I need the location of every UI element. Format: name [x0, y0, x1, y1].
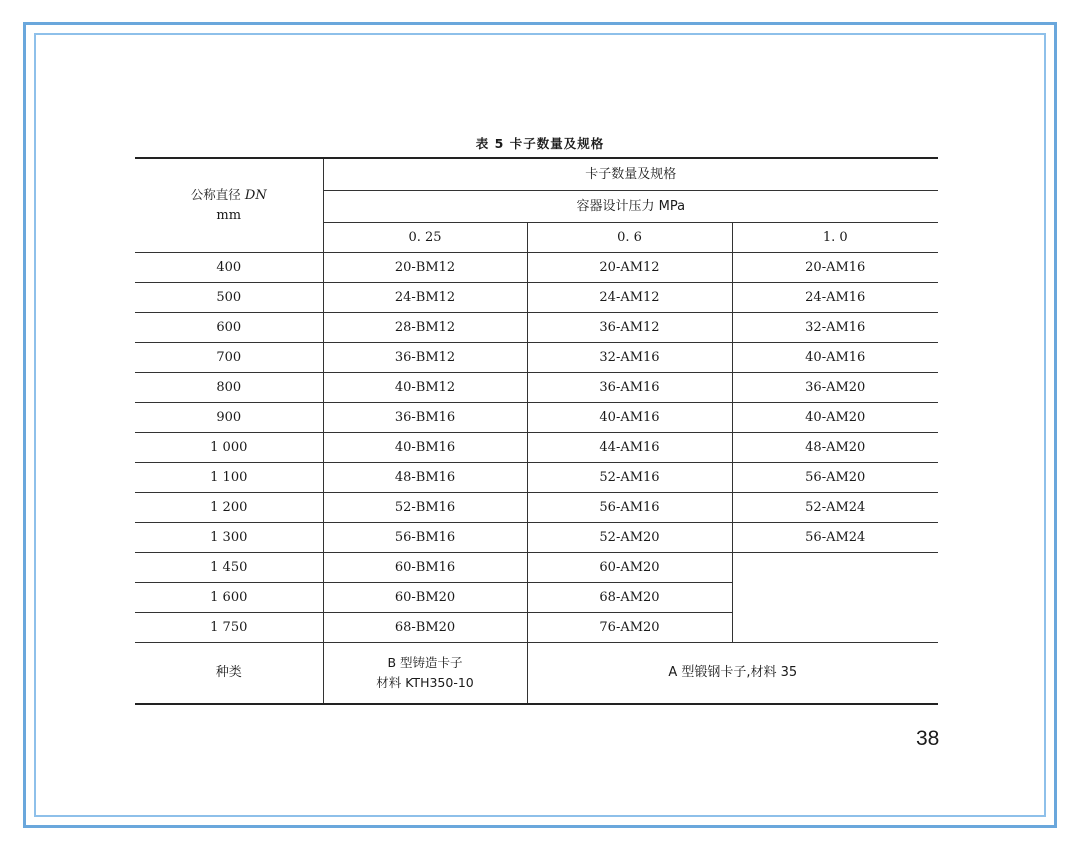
cell-p025: 36-BM16: [323, 402, 527, 432]
group-header: 卡子数量及规格: [323, 158, 938, 190]
table-row: [135, 552, 938, 582]
table-row: [135, 312, 938, 342]
dn-header-cell: [135, 158, 323, 252]
cell-p10: 20-AM16: [732, 252, 938, 282]
pressure-col-header: 1. 0: [732, 222, 938, 252]
cell-p06: 24-AM12: [527, 282, 732, 312]
cell-p06: 68-AM20: [527, 582, 732, 612]
table-row: [135, 252, 938, 282]
dn-cell: 700: [135, 342, 323, 372]
b-type-cell: [323, 642, 527, 704]
cell-p10: 32-AM16: [732, 312, 938, 342]
dn-cell: 800: [135, 372, 323, 402]
table-row: [135, 372, 938, 402]
table-row: [135, 282, 938, 312]
table-row: [135, 402, 938, 432]
dn-cell: 1 100: [135, 462, 323, 492]
cell-p025: 68-BM20: [323, 612, 527, 642]
dn-cell: 1 750: [135, 612, 323, 642]
cell-p025: 60-BM16: [323, 552, 527, 582]
table-row: [135, 492, 938, 522]
dn-cell: 400: [135, 252, 323, 282]
cell-p06: 32-AM16: [527, 342, 732, 372]
cell-p025: 52-BM16: [323, 492, 527, 522]
pressure-header: 容器设计压力 MPa: [323, 190, 938, 222]
cell-p06: 20-AM12: [527, 252, 732, 282]
cell-p06: 76-AM20: [527, 612, 732, 642]
cell-p025: 36-BM12: [323, 342, 527, 372]
dn-cell: 1 300: [135, 522, 323, 552]
b-type-line2: 材料 KTH350-10: [376, 674, 474, 690]
cell-p06: 36-AM12: [527, 312, 732, 342]
page-number: 38: [916, 727, 940, 750]
clamp-spec-table: [135, 157, 938, 705]
table-row: [135, 462, 938, 492]
cell-p025: 60-BM20: [323, 582, 527, 612]
b-type-line1: B 型铸造卡子: [387, 654, 463, 670]
dn-cell: 600: [135, 312, 323, 342]
footer-row: [135, 642, 938, 704]
cell-p025: 56-BM16: [323, 522, 527, 552]
cell-p06: 52-AM20: [527, 522, 732, 552]
dn-cell: 900: [135, 402, 323, 432]
cell-p10: 40-AM16: [732, 342, 938, 372]
pressure-col-header: 0. 6: [527, 222, 732, 252]
cell-p025: 40-BM16: [323, 432, 527, 462]
cell-p06: 56-AM16: [527, 492, 732, 522]
dn-cell: 1 450: [135, 552, 323, 582]
cell-p10: 24-AM16: [732, 282, 938, 312]
dn-cell: 1 600: [135, 582, 323, 612]
pressure-col-header: 0. 25: [323, 222, 527, 252]
cell-p06: 52-AM16: [527, 462, 732, 492]
header-row-group: [135, 158, 938, 190]
cell-p025: 28-BM12: [323, 312, 527, 342]
dn-cell: 1 000: [135, 432, 323, 462]
cell-p06: 40-AM16: [527, 402, 732, 432]
table-row: [135, 342, 938, 372]
cell-p025: 48-BM16: [323, 462, 527, 492]
a-type-cell: A 型锻钢卡子,材料 35: [527, 642, 938, 704]
cell-p025: 40-BM12: [323, 372, 527, 402]
dn-header-label: 公称直径 DN: [190, 186, 267, 203]
cell-p06: 60-AM20: [527, 552, 732, 582]
table-row: [135, 432, 938, 462]
table-title: 表 5 卡子数量及规格: [475, 136, 605, 151]
table-row: [135, 522, 938, 552]
cell-p10: 56-AM20: [732, 462, 938, 492]
dn-cell: 1 200: [135, 492, 323, 522]
empty-cell: [732, 552, 938, 642]
cell-p10: 56-AM24: [732, 522, 938, 552]
cell-p06: 36-AM16: [527, 372, 732, 402]
dn-header-unit: mm: [216, 207, 242, 223]
dn-cell: 500: [135, 282, 323, 312]
cell-p025: 24-BM12: [323, 282, 527, 312]
cell-p025: 20-BM12: [323, 252, 527, 282]
cell-p10: 36-AM20: [732, 372, 938, 402]
cell-p06: 44-AM16: [527, 432, 732, 462]
table-body: [135, 158, 938, 704]
cell-p10: 48-AM20: [732, 432, 938, 462]
kind-label: 种类: [135, 642, 323, 704]
cell-p10: 40-AM20: [732, 402, 938, 432]
cell-p10: 52-AM24: [732, 492, 938, 522]
